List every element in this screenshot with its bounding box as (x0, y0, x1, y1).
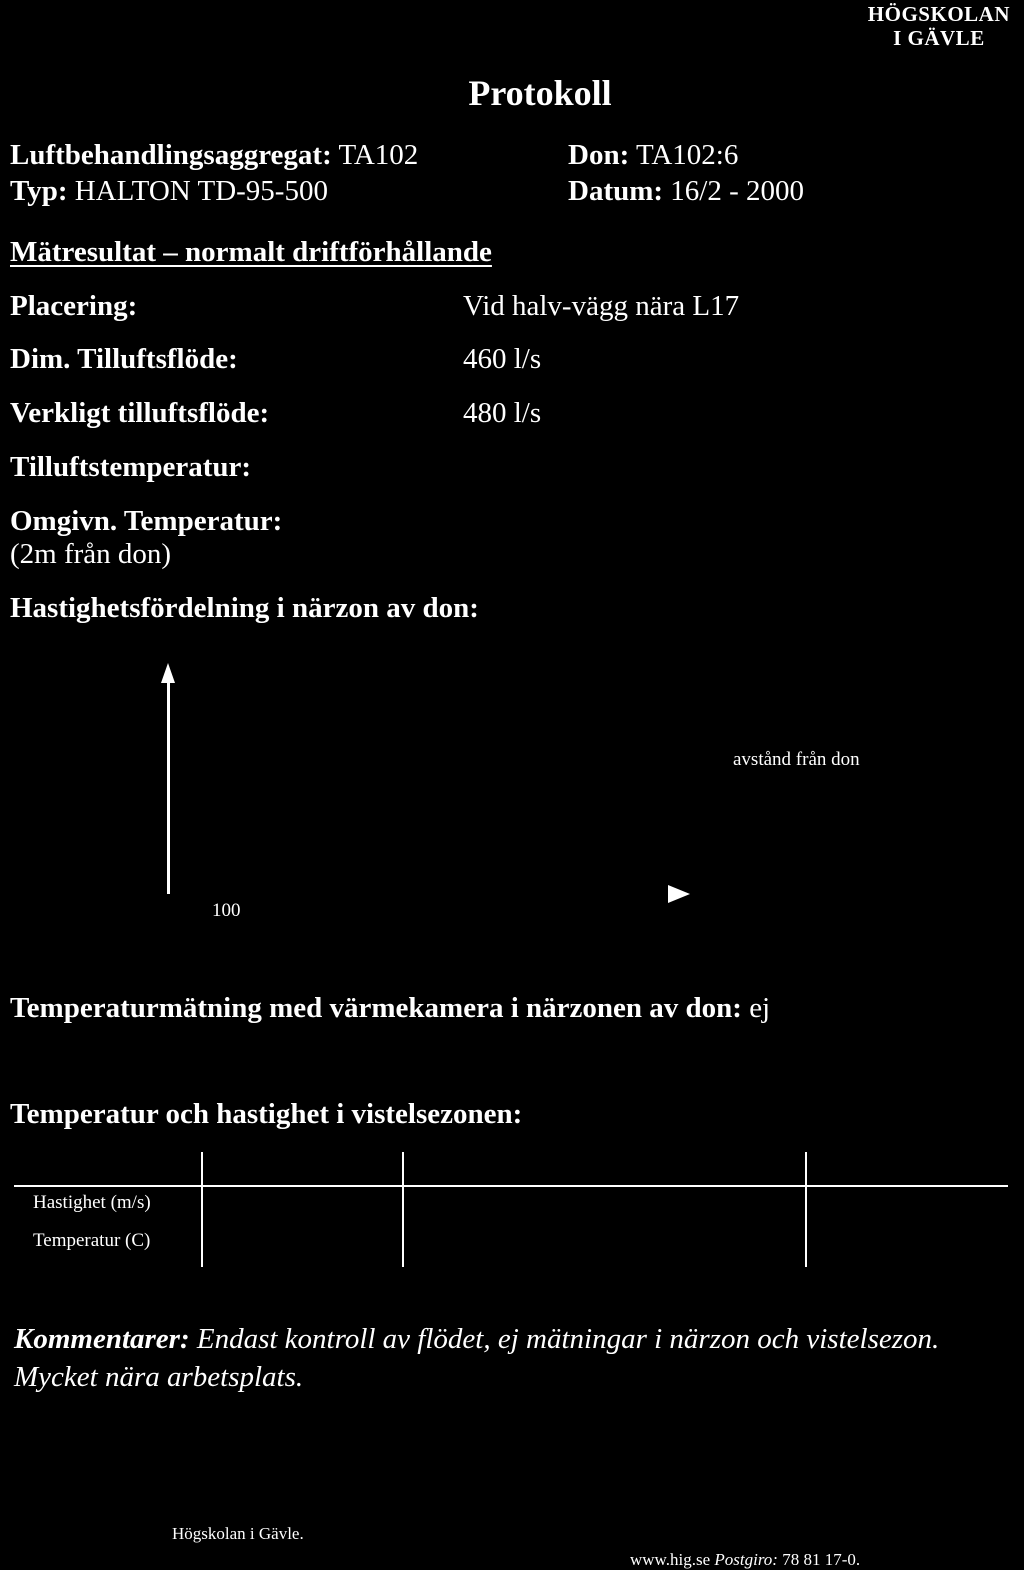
velocity-row-label: Hastighet (m/s) (33, 1192, 151, 1213)
x-axis-arrow-icon (668, 885, 690, 903)
dim-flow-value: 460 l/s (463, 343, 542, 375)
date-label: Datum: (568, 175, 664, 207)
footer-postgiro-label: Postgiro: (714, 1550, 778, 1569)
type-label: Typ: (10, 175, 68, 207)
results-heading: Mätresultat – normalt driftförhållande (10, 236, 492, 268)
table-divider-3 (805, 1152, 807, 1267)
actual-flow-value: 480 l/s (463, 397, 542, 429)
date-value: 16/2 - 2000 (670, 175, 805, 207)
y-axis (167, 682, 170, 894)
supply-temp-label: Tilluftstemperatur: (10, 451, 252, 483)
table-top-rule (14, 1185, 1008, 1187)
footer-web: www.hig.se (630, 1550, 711, 1569)
thermal-value: ej (749, 992, 771, 1024)
comments-text: Endast kontroll av flödet, ej mätningar i närzon och vistelsezon. Mycket nära arbetsplats. (14, 1323, 940, 1393)
comfort-heading: Temperatur och hastighet i vistelsezonen: (10, 1098, 523, 1130)
logo-line-1: HÖGSKOLAN (867, 2, 1010, 26)
y-axis-arrow-icon (161, 663, 175, 683)
don-row (568, 139, 738, 172)
thermal-row (10, 992, 770, 1025)
ambient-temp-label: Omgivn. Temperatur: (10, 505, 283, 537)
velocity-heading: Hastighetsfördelning i närzon av don: (10, 592, 479, 624)
don-value: TA102:6 (635, 139, 739, 171)
comments-label: Kommentarer: (14, 1323, 190, 1355)
type-value: HALTON TD-95-500 (74, 175, 328, 207)
university-logo (868, 2, 1010, 50)
x-axis-tick: 100 (212, 900, 241, 921)
type-row (10, 175, 328, 208)
actual-flow-label: Verkligt tilluftsflöde: (10, 397, 270, 429)
table-divider-1 (201, 1152, 203, 1267)
date-row (568, 175, 804, 208)
temperature-row-label: Temperatur (C) (33, 1230, 151, 1251)
thermal-label: Temperaturmätning med värmekamera i närzonen av don: (10, 992, 742, 1024)
logo-line-2: I GÄVLE (893, 26, 985, 50)
footer-org: Högskolan i Gävle. (172, 1524, 304, 1543)
unit-value: TA102 (338, 139, 419, 171)
don-label: Don: (568, 139, 630, 171)
dim-flow-label: Dim. Tilluftsflöde: (10, 343, 238, 375)
placement-label: Placering: (10, 290, 138, 322)
footer-contact (630, 1550, 860, 1570)
table-divider-2 (402, 1152, 404, 1267)
unit-label: Luftbehandlingsaggregat: (10, 139, 332, 171)
ambient-temp-note: (2m från don) (10, 538, 172, 570)
placement-value: Vid halv-vägg nära L17 (463, 290, 740, 322)
unit-row (10, 139, 418, 172)
footer-postgiro-value: 78 81 17-0. (782, 1550, 861, 1569)
x-axis-label: avstånd från don (733, 749, 860, 770)
comments-block (14, 1320, 1014, 1396)
page-title: Protokoll (468, 73, 612, 113)
